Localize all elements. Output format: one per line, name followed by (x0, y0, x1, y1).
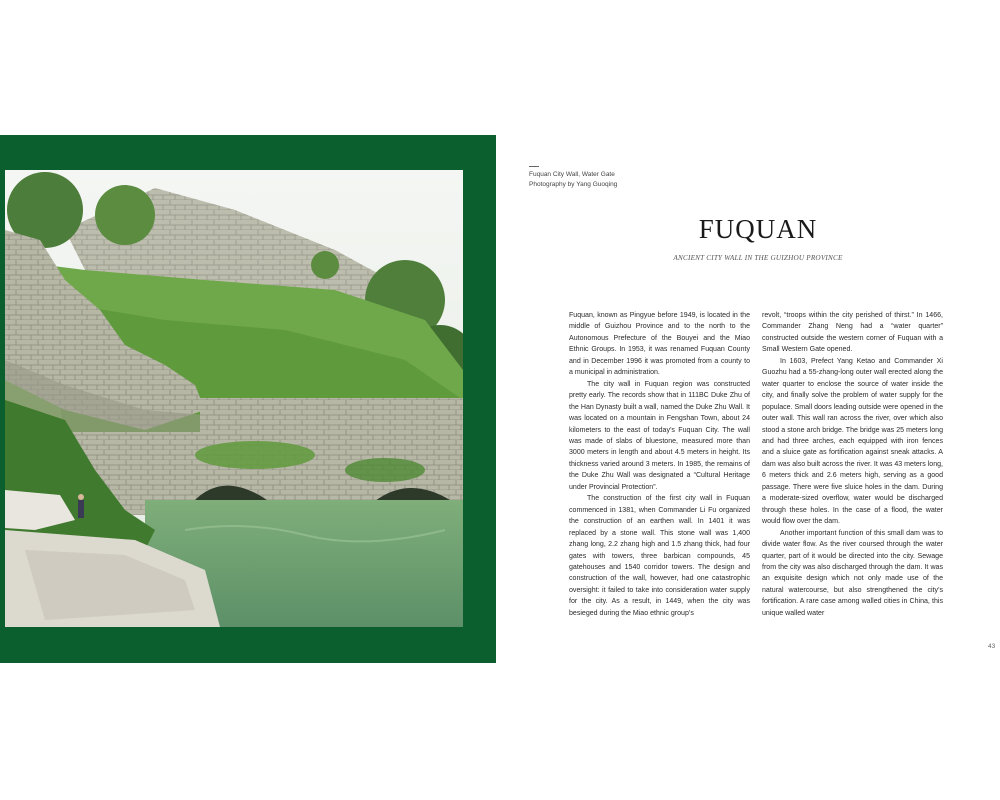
photo-caption (529, 166, 669, 189)
paragraph: revolt, “troops within the city perished of thirst.” In 1466, Commander Zhang Neng had a “water quarter” constructed outside the western corner of Fuquan with a Small Western Gate opened. (762, 312, 943, 354)
page-number: 43 (988, 643, 996, 650)
paragraph: In 1603, Prefect Yang Ketao and Commander Xi Guozhu had a 55-zhang-long outer wall erected along the water quarter to enclose the source of water inside the city, and finally solve the problem of water supply for the populace. Small doors leading outside were opened in the outer wall. This wall ran across the river, over which also stood a stone arch bridge. The bridge was 25 meters long and had three arches, each equipped with iron fences and a sluice gate as fortification against sneak attacks. A dam was also built across the river. It was 43 meters long, 6 meters thick and 2.6 meters high, serving as a good passage. There were five sluice holes in the dam. During a moderate-sized overflow, water would be discharged through these holes. In the case of a flood, the water would flow over the dam. (762, 357, 943, 526)
article-subtitle: ANCIENT CITY WALL IN THE GUIZHOU PROVINCE (673, 254, 843, 262)
caption-rule (529, 166, 539, 167)
city-wall-photo (5, 170, 463, 627)
caption-title: Fuquan City Wall, Water Gate (529, 171, 615, 178)
article-title: FUQUAN (698, 214, 818, 244)
paragraph: Fuquan, known as Pingyue before 1949, is located in the middle of Guizhou Province and to the north to the Autonomous Prefecture of the Bouyei and the Miao Ethnic Groups. In 1953, it was renamed Fuquan County and in December 1996 it was promoted from a county to a municipal in administration. (569, 312, 750, 377)
paragraph: The construction of the first city wall in Fuquan commenced in 1381, when Commander Li Fu organized the construction of an earthen wall. In 1401 it was replaced by a stone wall. This stone wall was 1,400 zhang long, 2.2 zhang high and 1.5 zhang thick, had four gates with towers, three barbican compounds, 45 gatehouses and 1540 corridor towers. The design and construction of the wall, however, had one catastrophic oversight: it failed to take into consideration water supply for the city. As a result, in 1449, when the city was besieged during the Miao ethnic group’s (569, 495, 750, 617)
body-column-left (569, 310, 750, 632)
paragraph: The city wall in Fuquan region was constructed pretty early. The records show that in 111BC Duke Zhu of the Han Dynasty built a wall, named the Duke Zhu Wall. It was located on a mountain in Fengshan Town, about 24 kilometers to the east of today’s Fuquan City. The wall was made of slabs of bluestone, measured more than 3000 meters in length and about 4.5 meters in height. Its thickness varied around 3 meters. In 1985, the remains of the Duke Zhu Wall was designated a “Cultural Heritage under Provincial Protection”. (569, 380, 750, 491)
body-column-right (762, 310, 943, 632)
paragraph: Another important function of this small dam was to divide water flow. As the river coursed through the water quarter, part of it would be directed into the city. Sewage from the city was also discharged through the dam. It was an exquisite design which not only made use of the natural watercourse, but also strengthened the city’s fortification. A rare case among walled cities in China, this unique walled water (762, 529, 943, 617)
caption-credit: Photography by Yang Guoqing (529, 180, 618, 188)
